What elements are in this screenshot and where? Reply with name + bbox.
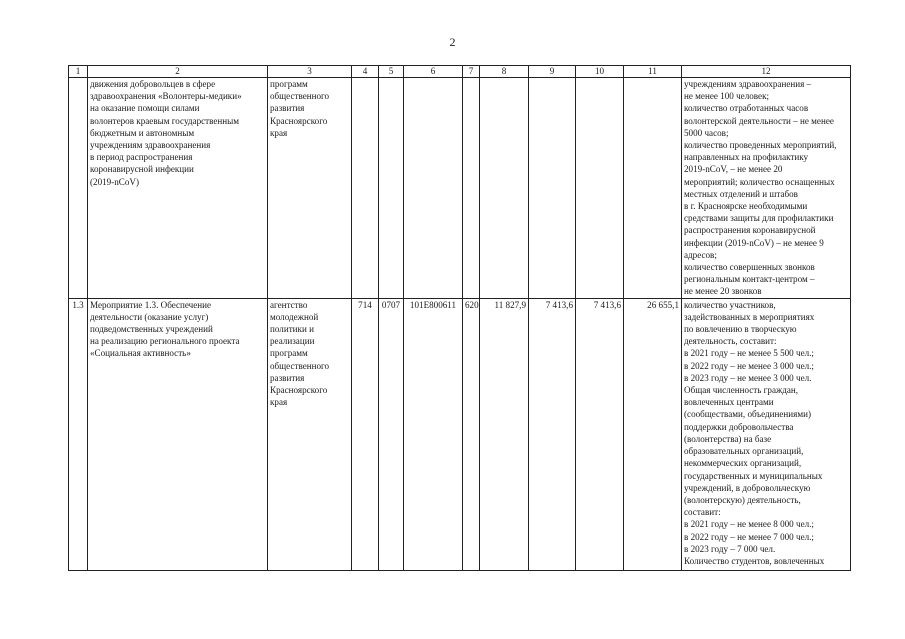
text-line: задействованных в мероприятиях [684, 311, 815, 322]
amount-cell: 7 413,6 [576, 298, 624, 570]
text-line: Мероприятие 1.3. Обеспечение [90, 299, 212, 310]
executor-cell [268, 78, 352, 299]
text-line: политики и [270, 324, 314, 335]
text-line: Красноярского [270, 385, 328, 396]
text-line: не менее 20 звонков [684, 286, 762, 297]
text-line: Количество студентов, вовлеченных [684, 555, 825, 566]
column-number: 10 [576, 66, 624, 78]
total-cell: 26 655,1 [624, 298, 682, 570]
text-line: в 2021 году – не менее 8 000 чел.; [684, 519, 814, 530]
amount-cell: 11 827,9 [480, 298, 529, 570]
text-line: региональным контакт-центром – [684, 274, 815, 285]
text-line: общественного [270, 91, 330, 102]
text-line: 5000 часов; [684, 127, 729, 138]
text-line: общественного [270, 360, 330, 371]
text-line: края [270, 397, 288, 408]
text-line: некоммерческих организаций, [684, 458, 802, 469]
page-number: 2 [449, 35, 456, 49]
executor-cell [268, 298, 352, 570]
program-activities-table [68, 65, 851, 571]
text-line: учреждений, в добровольческую [684, 482, 811, 493]
text-line: (волонтерскую) деятельность, [684, 494, 801, 505]
text-line: деятельность, составит: [684, 336, 777, 347]
text-line: количество участников, [684, 299, 776, 310]
text-line: в 2023 году – не менее 3 000 чел. [684, 372, 812, 383]
column-number: 1 [69, 66, 88, 78]
grbs-code-cell [352, 78, 379, 299]
text-line: в 2021 году – не менее 5 500 чел.; [684, 348, 814, 359]
text-line: программ [270, 79, 308, 89]
target-code-cell [404, 78, 463, 299]
text-line: реализации [270, 336, 315, 347]
text-line: развития [270, 103, 305, 114]
column-number: 2 [88, 66, 268, 78]
text-line: в г. Красноярске необходимыми [684, 201, 808, 212]
text-line: (сообществами, объединениями) [684, 409, 811, 420]
text-line: агентство [270, 299, 308, 310]
text-line: движения добровольцев в сфере [90, 79, 216, 89]
text-line: развития [270, 372, 305, 383]
text-line: вовлеченных центрами [684, 397, 774, 408]
text-line: «Социальная активность» [90, 348, 191, 359]
column-number: 8 [480, 66, 529, 78]
text-line: 2019-nCoV, – не менее 20 [684, 164, 783, 175]
text-line: учреждениям здравоохранения [90, 140, 211, 151]
column-number: 6 [404, 66, 463, 78]
text-line: в 2022 году – не менее 7 000 чел.; [684, 531, 814, 542]
column-number: 3 [268, 66, 352, 78]
text-line: учреждениям здравоохранения – [684, 79, 812, 89]
column-number: 12 [682, 66, 851, 78]
text-line: количество отработанных часов [684, 103, 809, 114]
grbs-code-cell: 714 [352, 298, 379, 570]
text-line: средствами защиты для профилактики [684, 213, 834, 224]
activity-name-cell [88, 298, 268, 570]
row-number-cell [69, 78, 88, 299]
column-number: 4 [352, 66, 379, 78]
section-code-cell: 0707 [379, 298, 404, 570]
text-line: деятельности (оказание услуг) [90, 311, 209, 322]
row-number-cell: 1.3 [69, 298, 88, 570]
expense-type-cell [463, 78, 480, 299]
text-line: (2019-nCoV) [90, 176, 139, 187]
text-line: инфекции (2019-nCoV) – не менее 9 [684, 237, 824, 248]
column-number-row [69, 66, 851, 78]
total-cell [624, 78, 682, 299]
text-line: поддержки добровольчества [684, 421, 794, 432]
text-line: волонтеров краевым государственным [90, 115, 240, 126]
activity-name-cell [88, 78, 268, 299]
target-code-cell: 101E800611 [404, 298, 463, 570]
text-line: края [270, 127, 288, 138]
column-number: 11 [624, 66, 682, 78]
amount-cell [480, 78, 529, 299]
text-line: направленных на профилактику [684, 152, 809, 163]
text-line: мероприятий; количество оснащенных [684, 176, 835, 187]
text-line: по вовлечению в творческую [684, 324, 797, 335]
amount-cell: 7 413,6 [529, 298, 576, 570]
text-line: молодежной [270, 311, 319, 322]
text-line: на оказание помощи силами [90, 103, 200, 114]
expense-type-cell: 620 [463, 298, 480, 570]
column-number: 9 [529, 66, 576, 78]
text-line: волонтерской деятельности – не менее [684, 115, 834, 126]
text-line: программ [270, 348, 308, 359]
table-row [69, 78, 851, 299]
text-line: (волонтерства) на базе [684, 433, 772, 444]
amount-cell [529, 78, 576, 299]
amount-cell [576, 78, 624, 299]
text-line: в 2022 году – не менее 3 000 чел.; [684, 360, 814, 371]
text-line: количество совершенных звонков [684, 262, 815, 273]
text-line: государственных и муниципальных [684, 470, 823, 481]
text-line: Красноярского [270, 115, 328, 126]
text-line: местных отделений и штабов [684, 188, 798, 199]
text-line: здравоохранения «Волонтеры-медики» [90, 91, 242, 102]
table-row [69, 298, 851, 570]
text-line: количество проведенных мероприятий, [684, 140, 837, 151]
expected-result-cell [682, 78, 851, 299]
text-line: бюджетным и автономным [90, 127, 195, 138]
text-line: составит: [684, 507, 721, 518]
text-line: не менее 100 человек; [684, 91, 770, 102]
text-line: в период распространения [90, 152, 193, 163]
text-line: подведомственных учреждений [90, 324, 213, 335]
text-line: адресов; [684, 249, 717, 260]
text-line: на реализацию регионального проекта [90, 336, 240, 347]
text-line: образовательных организаций, [684, 446, 804, 457]
section-code-cell [379, 78, 404, 299]
column-number: 7 [463, 66, 480, 78]
text-line: коронавирусной инфекции [90, 164, 194, 175]
column-number: 5 [379, 66, 404, 78]
text-line: в 2023 году – 7 000 чел. [684, 543, 776, 554]
text-line: Общая численность граждан, [684, 385, 799, 396]
expected-result-cell [682, 298, 851, 570]
text-line: распространения коронавирусной [684, 225, 816, 236]
